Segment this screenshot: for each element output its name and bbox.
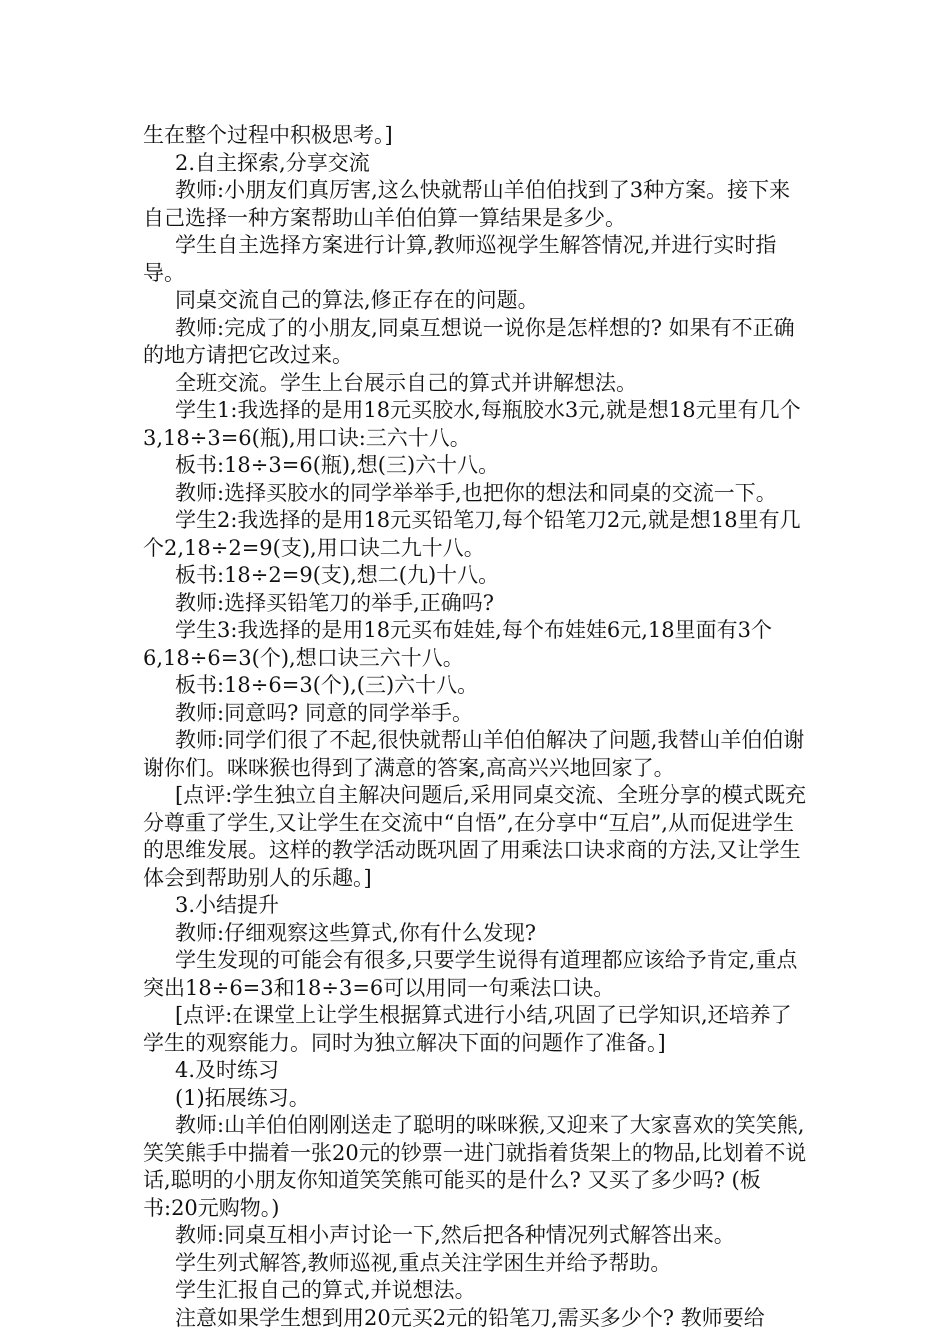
paragraph: 教师:同桌互相小声讨论一下,然后把各种情况列式解答出来。: [175, 1223, 735, 1247]
paragraph: 学生列式解答,教师巡视,重点关注学困生并给予帮助。: [175, 1250, 672, 1275]
paragraph: 同桌交流自己的算法,修正存在的问题。: [175, 288, 539, 312]
paragraph: 学生汇报自己的算式,并说想法。: [175, 1278, 476, 1302]
paragraph: 教师:选择买铅笔刀的举手,正确吗?: [175, 590, 495, 615]
paragraph: 板书:18÷2=9(支),想二(九)十八。: [175, 563, 500, 587]
section-heading: 4.及时练习: [175, 1058, 280, 1082]
paragraph: 教师:仔细观察这些算式,你有什么发现?: [175, 920, 537, 945]
paragraph: 注意如果学生想到用20元买2元的铅笔刀,需买多少个? 教师要给: [175, 1305, 765, 1330]
paragraph: 全班交流。学生上台展示自己的算式并讲解想法。: [175, 370, 637, 395]
paragraph: 板书:18÷3=6(瓶),想(三)六十八。: [175, 453, 500, 477]
paragraph: 学生发现的可能会有很多,只要学生说得有道理都应该给予肯定,重点突出18÷6=3和18÷3=6可以用同一句乘法口诀。: [143, 948, 798, 1000]
paragraph: 教师:同学们很了不起,很快就帮山羊伯伯解决了问题,我替山羊伯伯谢谢你们。咪咪猴也得到了满意的答案,高高兴兴地回家了。: [143, 728, 805, 780]
paragraph: 学生自主选择方案进行计算,教师巡视学生解答情况,并进行实时指导。: [143, 233, 777, 285]
paragraph: 教师:选择买胶水的同学举举手,也把你的想法和同桌的交流一下。: [175, 480, 777, 505]
paragraph: 教师:完成了的小朋友,同桌互想说一说你是怎样想的? 如果有不正确的地方请把它改过来。: [143, 315, 795, 367]
section-heading: 3.小结提升: [175, 893, 280, 917]
document-page: [143, 122, 811, 1332]
paragraph: (1)拓展练习。: [175, 1085, 310, 1110]
paragraph: 教师:山羊伯伯刚刚送走了聪明的咪咪猴,又迎来了大家喜欢的笑笑熊,笑笑熊手中揣着一张20元的钞票一进门就指着货架上的物品,比划着不说话,聪明的小朋友你知道笑笑熊可能买的是什么? 又买了多少吗? (板书:20元购物。): [143, 1113, 807, 1220]
commentary-paragraph: [点评:在课堂上让学生根据算式进行小结,巩固了已学知识,还培养了学生的观察能力。同时为独立解决下面的问题作了准备。]: [143, 1003, 792, 1055]
section-heading: 2.自主探索,分享交流: [175, 150, 370, 175]
paragraph: 学生2:我选择的是用18元买铅笔刀,每个铅笔刀2元,就是想18里有几个2,18÷2=9(支),用口诀二九十八。: [143, 508, 801, 560]
paragraph: 板书:18÷6=3(个),(三)六十八。: [175, 673, 479, 697]
commentary-paragraph: [点评:学生独立自主解决问题后,采用同桌交流、全班分享的模式既充分尊重了学生,又让学生在交流中“自悟”,在分享中“互启”,从而促进学生的思维发展。这样的教学活动既巩固了用乘法口诀求商的方法,又让学生体会到帮助别人的乐趣。]: [143, 783, 806, 890]
paragraph: 教师:小朋友们真厉害,这么快就帮山羊伯伯找到了3种方案。接下来自己选择一种方案帮助山羊伯伯算一算结果是多少。: [143, 178, 791, 230]
paragraph: 学生1:我选择的是用18元买胶水,每瓶胶水3元,就是想18元里有几个3,18÷3=6(瓶),用口诀:三六十八。: [143, 398, 801, 450]
paragraph: 教师:同意吗? 同意的同学举手。: [175, 700, 474, 725]
paragraph: 学生3:我选择的是用18元买布娃娃,每个布娃娃6元,18里面有3个6,18÷6=3(个),想口诀三六十八。: [143, 618, 772, 670]
paragraph: 生在整个过程中积极思考。]: [143, 123, 393, 147]
